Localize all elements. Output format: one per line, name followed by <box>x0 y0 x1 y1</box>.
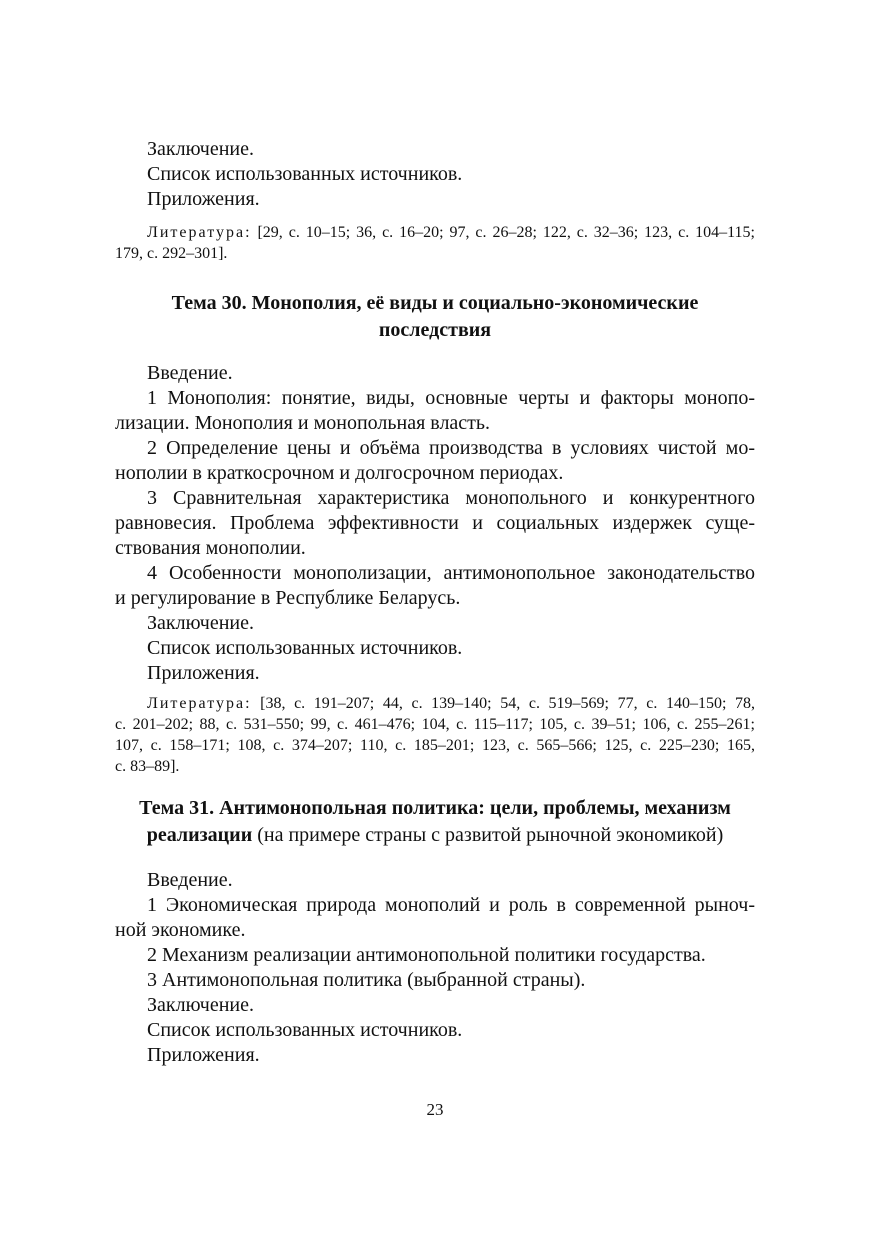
literature-label: Литература: <box>147 224 252 241</box>
text-line <box>115 436 755 461</box>
text-segment: ствования монополии. <box>115 537 306 559</box>
text-segment: 2 Механизм реализации антимонопольной политики государства. <box>147 944 706 966</box>
text-segment: и регулирование в Республике Беларусь. <box>115 587 461 609</box>
paragraph <box>115 993 755 1018</box>
paragraph <box>115 636 755 661</box>
text-line <box>115 511 755 536</box>
text-line <box>115 317 755 344</box>
text-segment: Тема 30. Монополия, её виды и социально-экономические <box>171 292 699 314</box>
topic-31-plan <box>115 868 755 1068</box>
literature-reference-topic-30 <box>115 693 755 777</box>
text-segment: (на примере страны с развитой рыночной экономикой) <box>252 824 724 846</box>
text-segment: ной экономике. <box>115 919 246 941</box>
text-segment: 107, с. 158–171; 108, с. 374–207; 110, с. 185–201; 123, с. 565–566; 125, с. 225–230; 165, <box>115 737 755 754</box>
text-line <box>115 968 755 993</box>
text-line <box>115 1043 755 1068</box>
text-segment: Приложения. <box>147 662 260 684</box>
text-segment: Список использованных источников. <box>147 1019 463 1041</box>
text-line <box>115 822 755 849</box>
text-segment: последствия <box>378 319 492 341</box>
paragraph <box>115 386 755 436</box>
text-segment: 1 Монополия: понятие, виды, основные черты и факторы монопо- <box>147 387 755 409</box>
text-line <box>115 918 755 943</box>
text-line <box>115 561 755 586</box>
text-segment: Тема 31. Антимонопольная политика: цели, проблемы, механизм <box>139 797 731 819</box>
text-line <box>115 162 755 187</box>
text-segment: с. 83–89]. <box>115 758 180 775</box>
text-line <box>115 943 755 968</box>
text-line <box>115 361 755 386</box>
paragraph <box>115 693 755 777</box>
text-segment: 3 Сравнительная характеристика монопольного и конкурентного <box>147 487 755 509</box>
text-segment: Список использованных источников. <box>147 637 463 659</box>
text-line <box>115 893 755 918</box>
topic-30-plan <box>115 361 755 686</box>
literature-reference-topic-29 <box>115 222 755 264</box>
paragraph <box>115 968 755 993</box>
literature-label: Литература: <box>147 695 252 712</box>
paragraph <box>115 795 755 849</box>
paragraph <box>115 661 755 686</box>
text-line <box>115 486 755 511</box>
paragraph <box>115 611 755 636</box>
text-segment: Заключение. <box>147 138 254 160</box>
text-line <box>115 386 755 411</box>
text-segment: 1 Экономическая природа монополий и роль в современной рыноч- <box>147 894 755 916</box>
text-line <box>115 137 755 162</box>
text-segment: Приложения. <box>147 1044 260 1066</box>
document-content <box>115 137 755 1068</box>
text-segment: 4 Особенности монополизации, антимонопольное законодательство <box>147 562 755 584</box>
paragraph <box>115 290 755 344</box>
text-line <box>115 222 755 243</box>
text-segment: Заключение. <box>147 612 254 634</box>
text-segment: Введение. <box>147 869 233 891</box>
text-line <box>115 187 755 212</box>
paragraph <box>115 1018 755 1043</box>
topic-30-heading <box>115 290 755 344</box>
paragraph <box>115 187 755 212</box>
text-segment: 2 Определение цены и объёма производства в условиях чистой мо- <box>147 437 755 459</box>
text-line <box>115 586 755 611</box>
text-line <box>115 243 755 264</box>
text-line <box>115 693 755 714</box>
paragraph <box>115 868 755 893</box>
text-line <box>115 756 755 777</box>
text-line <box>115 735 755 756</box>
paragraph <box>115 561 755 611</box>
text-segment: лизации. Монополия и монопольная власть. <box>115 412 491 434</box>
text-line <box>115 795 755 822</box>
paragraph <box>115 162 755 187</box>
text-segment: 179, с. 292–301]. <box>115 245 228 262</box>
previous-topic-closing-items <box>115 137 755 212</box>
page-number: 23 <box>426 1100 444 1119</box>
paragraph <box>115 893 755 943</box>
text-line <box>115 611 755 636</box>
text-line <box>115 993 755 1018</box>
paragraph <box>115 1043 755 1068</box>
paragraph <box>115 486 755 561</box>
text-line <box>115 661 755 686</box>
text-line <box>115 636 755 661</box>
topic-31-heading <box>115 795 755 849</box>
text-line <box>115 536 755 561</box>
text-line <box>115 290 755 317</box>
text-segment: 3 Антимонопольная политика (выбранной страны). <box>147 969 586 991</box>
paragraph <box>115 436 755 486</box>
text-segment: реализации <box>146 824 253 846</box>
text-segment: Список использованных источников. <box>147 163 463 185</box>
text-line <box>115 714 755 735</box>
paragraph <box>115 137 755 162</box>
paragraph <box>115 361 755 386</box>
text-segment: равновесия. Проблема эффективности и социальных издержек суще- <box>115 512 755 534</box>
text-segment: [38, с. 191–207; 44, с. 139–140; 54, с. 519–569; 77, с. 140–150; 78, <box>251 695 755 712</box>
text-line <box>115 868 755 893</box>
text-segment: Введение. <box>147 362 233 384</box>
paragraph <box>115 222 755 264</box>
text-segment: Заключение. <box>147 994 254 1016</box>
text-line <box>115 461 755 486</box>
text-line <box>115 411 755 436</box>
text-segment: с. 201–202; 88, с. 531–550; 99, с. 461–476; 104, с. 115–117; 105, с. 39–51; 106, с. 255–261; <box>115 716 755 733</box>
text-segment: нополии в краткосрочном и долгосрочном периодах. <box>115 462 564 484</box>
paragraph <box>115 943 755 968</box>
text-line <box>115 1018 755 1043</box>
text-segment: [29, с. 10–15; 36, с. 16–20; 97, с. 26–28; 122, с. 32–36; 123, с. 104–115; <box>251 224 755 241</box>
text-segment: Приложения. <box>147 188 260 210</box>
